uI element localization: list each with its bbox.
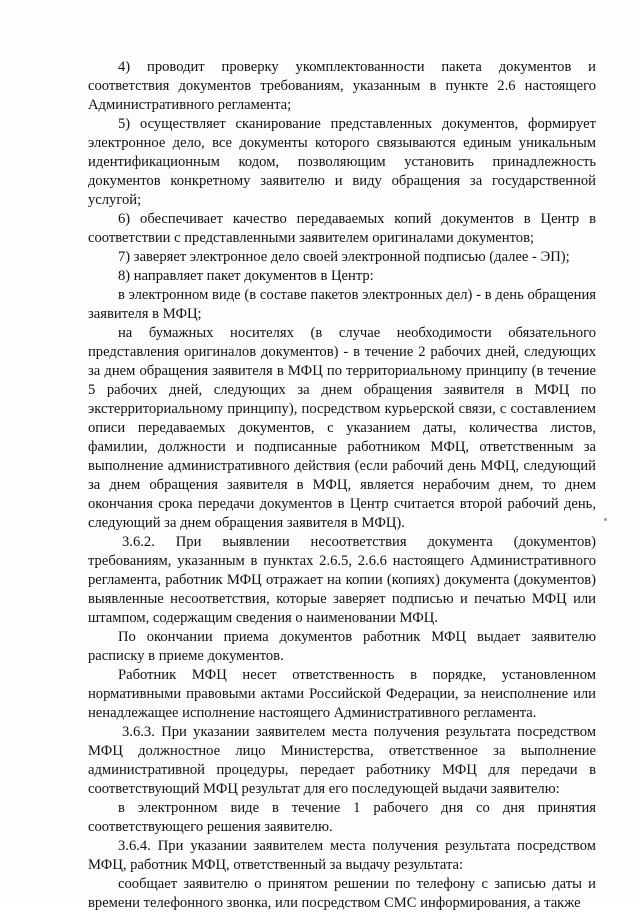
paragraph-item-7: 7) заверяет электронное дело своей электронной подписью (далее - ЭП); — [118, 249, 570, 265]
paragraph-notify: сообщает заявителю о принятом решении по телефону с записью даты и времени телефонного звонка, или посредством СМС информирования, а также — [88, 876, 596, 911]
paragraph-electronic-result: в электронном виде в течение 1 рабочего дня со дня принятия соответствующего решения заявителю. — [88, 800, 596, 835]
scan-speck — [604, 518, 607, 521]
paragraph-3-6-3: 3.6.3. При указании заявителем места получения результата посредством МФЦ должностное лицо Министерства, ответственное за выполнение административной процедуры, передает работнику МФЦ для передачи в соответствующий МФЦ результат для его последующей выдачи заявителю: — [88, 724, 596, 797]
paragraph-item-5: 5) осуществляет сканирование представленных документов, формирует электронное дело, все документы которого связываются единым уникальным идентификационным кодом, позволяющим установить принадлежность документов конкретному заявителю и виду обращения за государственной услугой; — [88, 116, 596, 208]
paragraph-3-6-4: 3.6.4. При указании заявителем места получения результата посредством МФЦ, работник МФЦ, ответственный за выдачу результата: — [88, 838, 596, 873]
paragraph-3-6-2: 3.6.2. При выявлении несоответствия документа (документов) требованиям, указанным в пунктах 2.6.5, 2.6.6 настоящего Административного регламента, работник МФЦ отражает на копии (копиях) документа (документов) выявленные несоответствия, которые заверяет подписью и печатью МФЦ или штампом, содержащим сведения о наименовании МФЦ. — [88, 534, 596, 626]
paragraph-item-4: 4) проводит проверку укомплектованности пакета документов и соответствия документов требованиям, указанным в пункте 2.6 настоящего Административного регламента; — [88, 59, 596, 113]
document-body — [88, 58, 596, 913]
paragraph-paper-form: на бумажных носителях (в случае необходимости обязательного представления оригиналов документов) - в течение 2 рабочих дней, следующих за днем обращения заявителя в МФЦ по территориальному принципу (в течение 5 рабочих дней, следующих за днем обращения заявителя в МФЦ по экстерриториальному принципу), посредством курьерской связи, с составлением описи передаваемых документов, с указанием даты, количества листов, фамилии, должности и подписанные работником МФЦ, ответственным за выполнение административного действия (если рабочий день МФЦ, следующий за днем обращения заявителя в МФЦ, является нерабочим днем, то днем окончания срока передачи документов в Центр считается второй рабочий день, следующий за днем обращения заявителя в МФЦ). — [88, 325, 596, 531]
paragraph-item-6: 6) обеспечивает качество передаваемых копий документов в Центр в соответствии с представленными заявителем оригиналами документов; — [88, 211, 596, 246]
paragraph-electronic-form: в электронном виде (в составе пакетов электронных дел) - в день обращения заявителя в МФЦ; — [88, 287, 596, 322]
paragraph-responsibility: Работник МФЦ несет ответственность в порядке, установленном нормативными правовыми актами Российской Федерации, за неисполнение или ненадлежащее исполнение настоящего Административного регламента. — [88, 667, 596, 721]
paragraph-receipt: По окончании приема документов работник МФЦ выдает заявителю расписку в приеме документов. — [88, 629, 596, 664]
paragraph-item-8: 8) направляет пакет документов в Центр: — [118, 268, 374, 284]
